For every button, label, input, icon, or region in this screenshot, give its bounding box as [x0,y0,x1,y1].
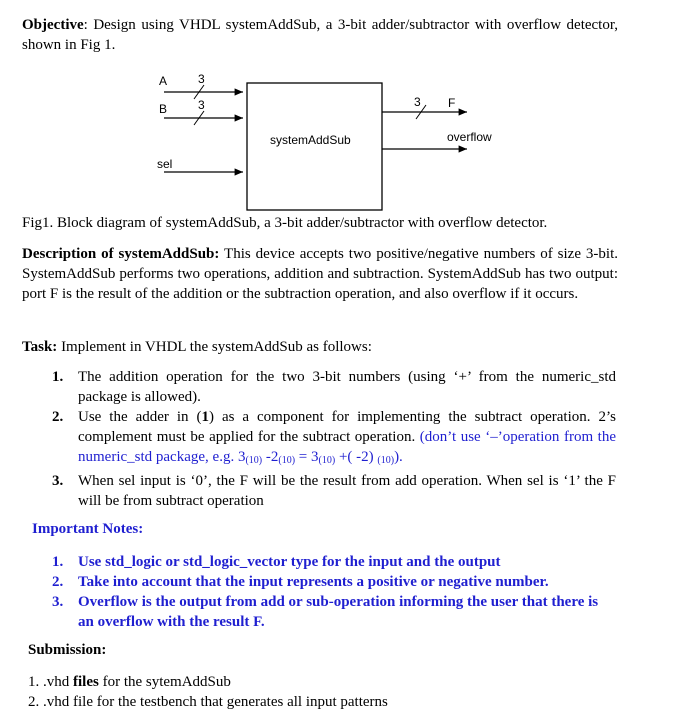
submission-list [28,672,618,712]
submission-item-text: for the sytemAddSub [98,674,231,690]
task-item-note: = 3 [295,449,319,465]
note-item [52,572,616,592]
objective-text: : Design using VHDL systemAddSub, a 3-bit adder/subtractor with overflow detector, shown in Fig 1. [22,17,618,53]
description-text: This device accepts two positive/negative numbers of size 3-bit. SystemAddSub performs two operations, addition and subtraction. SystemAddSub has two output: port F is the result of the addition or the subtraction operation, and also overflow if it occurs. [22,246,619,302]
output-f-label: F [448,96,456,110]
block-diagram [134,72,492,222]
input-a-label: A [159,74,168,88]
note-item-number: 2. [52,574,64,590]
subscript: (10) [278,455,296,466]
task-item-number: 3. [52,473,64,489]
subscript: (10) [245,455,263,466]
note-item-number: 1. [52,554,64,570]
objective-paragraph [22,15,618,55]
task-item-ref: 1 [201,409,209,425]
submission-item-text: 2. .vhd file for the testbench that generates all input patterns [28,694,388,710]
notes-list [52,552,616,632]
task-item-note: (don’t use ‘–’operation from the numeric_std package, e.g. 3 [78,429,616,465]
width-a-label: 3 [198,72,205,86]
task-item-text: Use the adder in ( [78,409,202,425]
overflow-label: overflow [447,130,492,144]
task-paragraph [22,337,618,357]
width-b-label: 3 [198,98,205,112]
task-item-text: The addition operation for the two 3-bit numbers (using ‘+’ from the numeric_std package is allowed). [78,369,616,405]
objective-label: Objective [22,17,84,33]
task-item-number: 2. [52,409,64,425]
description-label: Description of systemAddSub: [22,246,220,262]
note-item-number: 3. [52,594,64,610]
note-item [52,552,616,572]
task-text: Implement in VHDL the systemAddSub as follows: [57,339,372,355]
subscript: (10) [318,455,336,466]
task-list [52,367,616,511]
figure-caption: Fig1. Block diagram of systemAddSub, a 3-bit adder/subtractor with overflow detector. [22,215,548,231]
task-item-text: When sel input is ‘0’, the F will be the result from add operation. When sel is ‘1’ the F will be from subtract operation [78,473,616,509]
task-item-number: 1. [52,369,64,385]
task-item [52,407,616,471]
submission-item-text: 1. .vhd [28,674,73,690]
task-item-text: ) as a component for implementing the subtract operation. 2’s complement must be applied for the subtract operation. [78,409,616,445]
task-item-note: ). [394,449,403,465]
description-paragraph [22,244,618,304]
task-item [52,471,616,511]
note-item [52,592,616,632]
note-item-text: Take into account that the input represents a positive or negative number. [78,574,549,590]
note-item-text: Overflow is the output from add or sub-operation informing the user that there is an overflow with the result F. [78,594,599,630]
important-notes-title: Important Notes: [32,521,144,537]
task-item-note: +( -2) [335,449,378,465]
block-name-label: systemAddSub [270,133,351,147]
task-item [52,367,616,407]
width-f-label: 3 [414,95,421,109]
task-item-note: -2 [262,449,279,465]
submission-item [28,692,618,712]
task-label: Task: [22,339,58,355]
subscript: (10) [377,455,395,466]
submission-title: Submission: [28,642,107,658]
input-sel-label: sel [157,157,173,171]
input-b-label: B [159,102,168,116]
note-item-text: Use std_logic or std_logic_vector type for the input and the output [78,554,501,570]
submission-item [28,672,618,692]
submission-item-bold: files [73,674,99,690]
